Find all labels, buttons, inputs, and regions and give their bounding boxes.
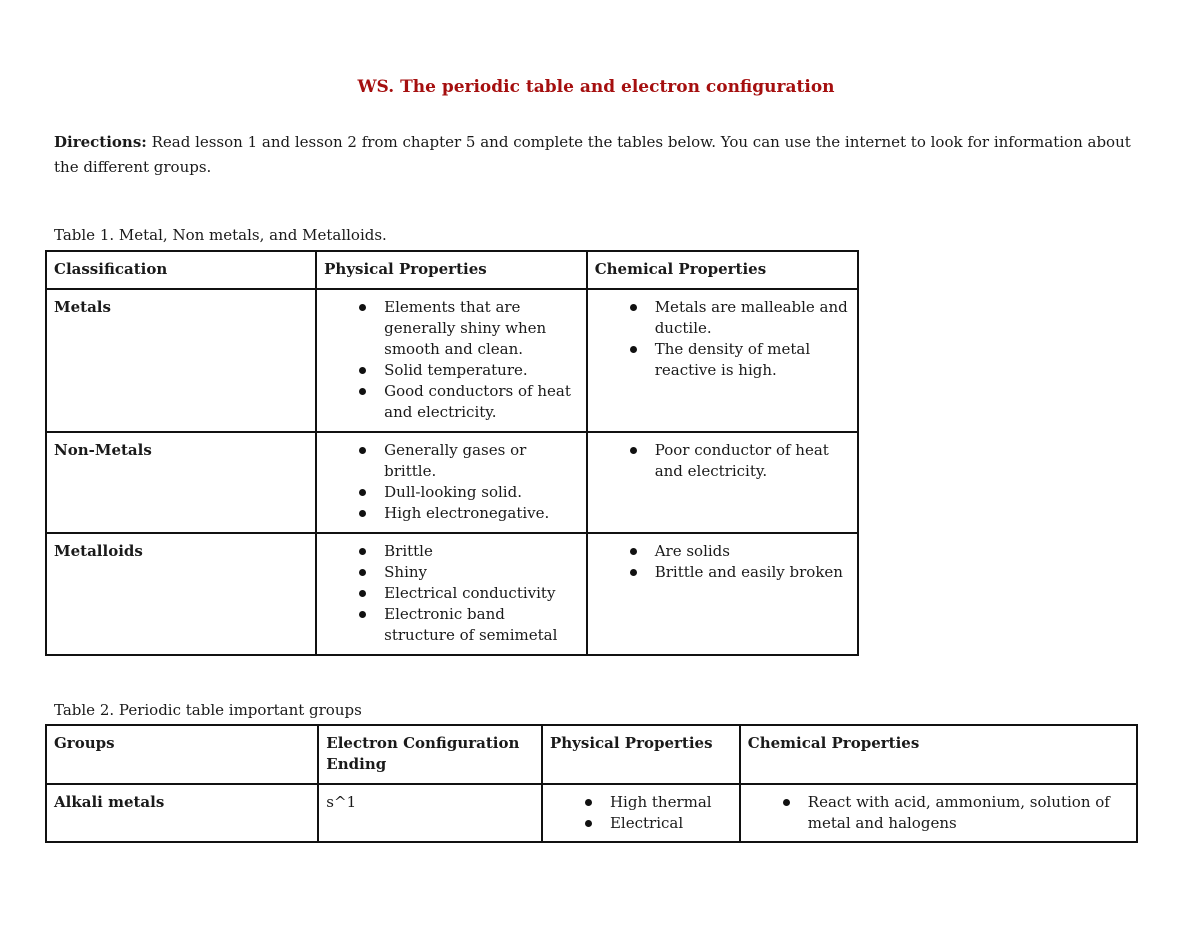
list-item: High thermal (610, 792, 732, 813)
bullet-list (748, 792, 1129, 834)
bullet-list (324, 440, 579, 524)
document-title: WS. The periodic table and electron configuration (357, 77, 835, 97)
bullet-list (595, 297, 850, 381)
table-metals-nonmetals-metalloids (45, 250, 859, 656)
row-group: Alkali metals (46, 784, 318, 842)
bullet-list (595, 440, 850, 482)
electron-configuration-cell: s^1 (318, 784, 542, 842)
physical-properties-cell (542, 784, 740, 842)
bullet-list (324, 297, 579, 423)
table1-caption: Table 1. Metal, Non metals, and Metalloids. (54, 226, 387, 244)
table-header-row (46, 725, 1137, 784)
chemical-properties-cell (587, 289, 858, 432)
header-physical-properties: Physical Properties (316, 251, 587, 289)
row-classification: Non-Metals (46, 432, 316, 533)
list-item: The density of metal reactive is high. (655, 339, 850, 381)
list-item: Good conductors of heat and electricity. (384, 381, 579, 423)
header-chemical-properties: Chemical Properties (740, 725, 1137, 784)
header-chemical-properties: Chemical Properties (587, 251, 858, 289)
header-electron-configuration-ending: Electron Configuration Ending (318, 725, 542, 784)
table-row (46, 784, 1137, 842)
chemical-properties-cell (740, 784, 1137, 842)
physical-properties-cell (316, 432, 587, 533)
table-header-row (46, 251, 858, 289)
header-classification: Classification (46, 251, 316, 289)
list-item: Electrical conductivity (384, 583, 579, 604)
list-item: Electrical (610, 813, 732, 834)
list-item: Dull-looking solid. (384, 482, 579, 503)
list-item: Shiny (384, 562, 579, 583)
header-groups: Groups (46, 725, 318, 784)
list-item: Solid temperature. (384, 360, 579, 381)
list-item: Generally gases or brittle. (384, 440, 579, 482)
list-item: Brittle and easily broken (655, 562, 850, 583)
list-item: Elements that are generally shiny when smooth and clean. (384, 297, 579, 360)
row-classification: Metalloids (46, 533, 316, 655)
table-periodic-groups (45, 724, 1138, 843)
bullet-list (595, 541, 850, 583)
directions-text: Read lesson 1 and lesson 2 from chapter 5 and complete the tables below. You can use the internet to look for information about the different groups. (54, 133, 1131, 176)
chemical-properties-cell (587, 533, 858, 655)
table2-caption: Table 2. Periodic table important groups (54, 701, 362, 719)
list-item: Electronic band structure of semimetal (384, 604, 579, 646)
directions-label: Directions: (54, 133, 147, 151)
list-item: High electronegative. (384, 503, 579, 524)
physical-properties-cell (316, 289, 587, 432)
header-physical-properties: Physical Properties (542, 725, 740, 784)
directions-paragraph (54, 130, 1134, 180)
row-classification: Metals (46, 289, 316, 432)
list-item: Metals are malleable and ductile. (655, 297, 850, 339)
list-item: Brittle (384, 541, 579, 562)
table-row (46, 432, 858, 533)
chemical-properties-cell (587, 432, 858, 533)
list-item: React with acid, ammonium, solution of metal and halogens (808, 792, 1129, 834)
table-row (46, 533, 858, 655)
physical-properties-cell (316, 533, 587, 655)
list-item: Are solids (655, 541, 850, 562)
table-row (46, 289, 858, 432)
list-item: Poor conductor of heat and electricity. (655, 440, 850, 482)
bullet-list (324, 541, 579, 646)
bullet-list (550, 792, 732, 834)
